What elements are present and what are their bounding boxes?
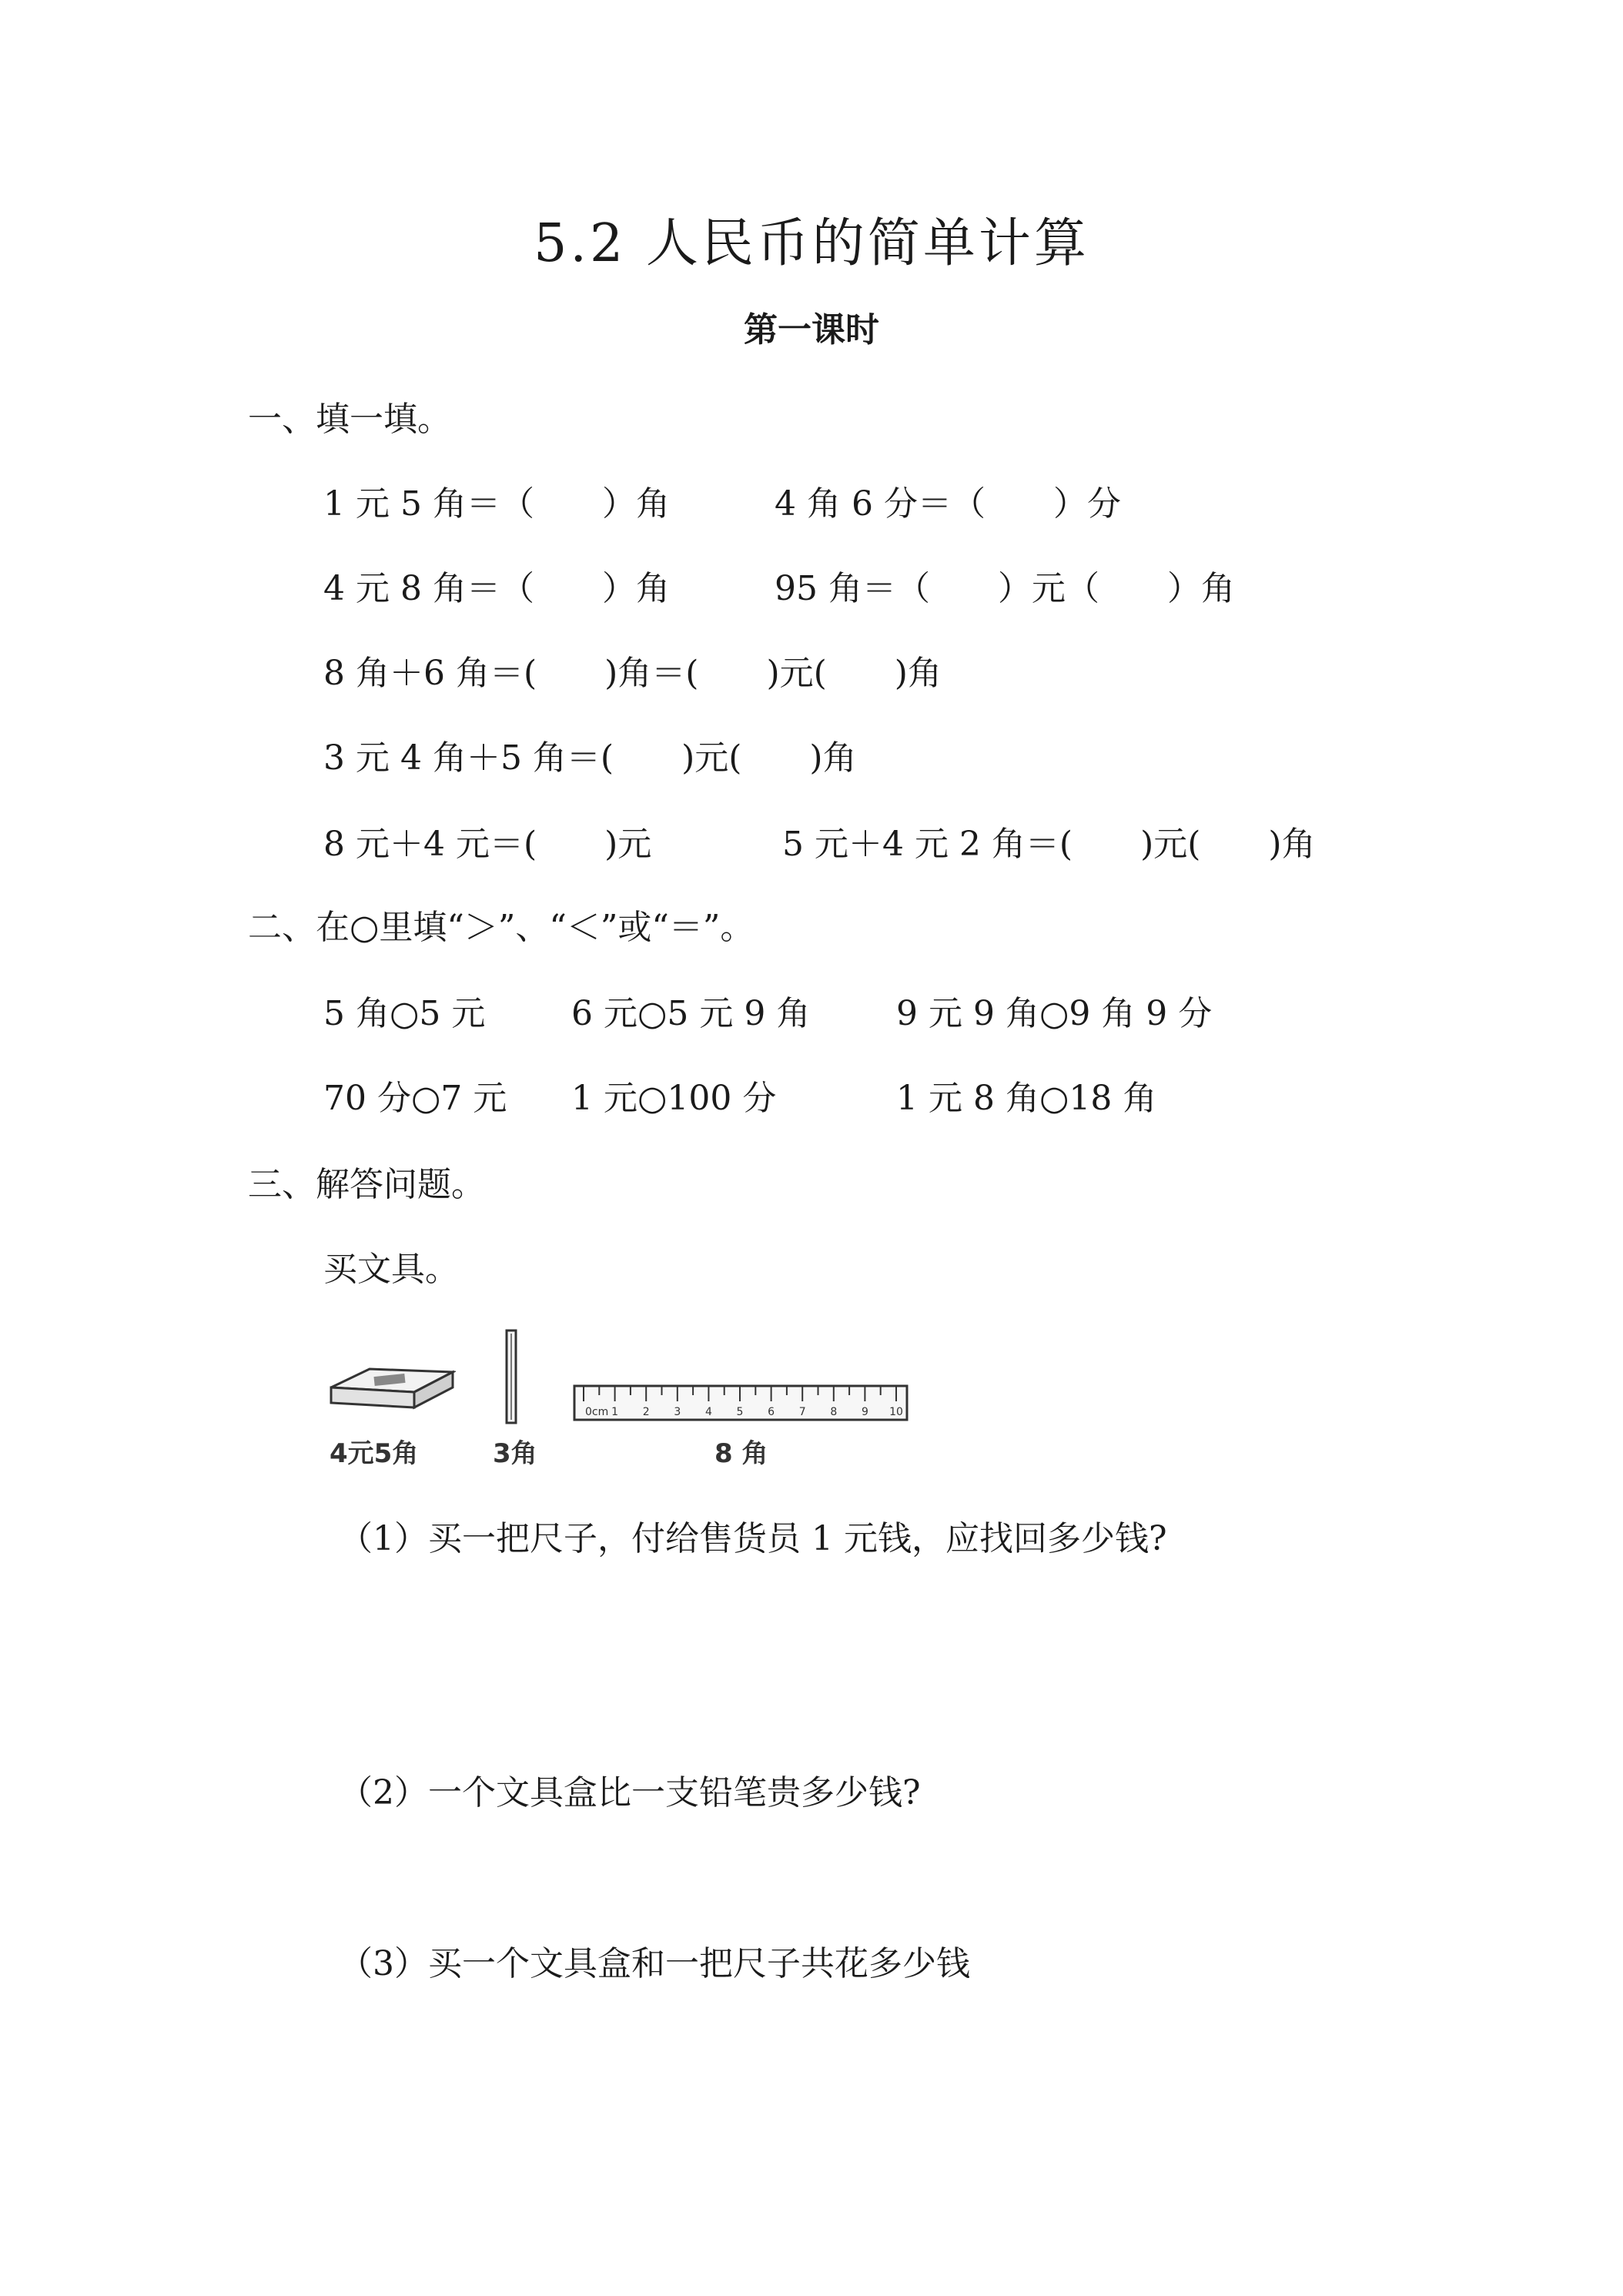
ruler-tick-label: 9 <box>861 1406 868 1418</box>
compare-item: 9 元 9 角○9 角 9 分 <box>896 994 1213 1033</box>
section-2-heading: 二、在○里填“＞”、“＜”或“＝”。 <box>248 908 755 947</box>
section-3-heading: 三、解答问题。 <box>248 1165 485 1204</box>
exercise-line: 4 元 8 角＝（ ）角 <box>323 569 670 608</box>
exercise-line: 8 角＋6 角＝( )角＝( )元( )角 <box>323 654 942 693</box>
ruler-price: 8 角 <box>714 1438 768 1469</box>
ruler-tick-label: 3 <box>674 1406 681 1418</box>
compare-item: 6 元○5 元 9 角 <box>571 994 811 1033</box>
exercise-line: 1 元 5 角＝（ ）角 <box>323 484 670 524</box>
ruler-icon <box>573 1384 909 1423</box>
ruler-tick-label: 5 <box>736 1406 744 1418</box>
question-2: （2）一个文具盒比一支铅笔贵多少钱? <box>339 1773 921 1812</box>
exercise-line: 3 元 4 角＋5 角＝( )元( )角 <box>323 738 857 778</box>
compare-item: 70 分○7 元 <box>323 1079 507 1118</box>
exercise-line: 5 元＋4 元 2 角＝( )元( )角 <box>782 825 1316 864</box>
ruler-tick-label: 1 <box>611 1406 619 1418</box>
section-3-intro: 买文具。 <box>323 1250 459 1289</box>
pencil-price: 3角 <box>493 1438 537 1469</box>
pencil-box-icon <box>323 1364 456 1418</box>
ruler-tick-label: 2 <box>642 1406 650 1418</box>
compare-item: 1 元 8 角○18 角 <box>896 1079 1157 1118</box>
exercise-line: 95 角＝（ ）元（ ）角 <box>775 569 1235 608</box>
section-1-heading: 一、填一填。 <box>248 400 451 439</box>
exercise-line: 4 角 6 分＝（ ）分 <box>775 484 1121 524</box>
ruler-tick-label: 10 <box>889 1406 903 1418</box>
ruler-tick-label: 4 <box>704 1406 712 1418</box>
page-subtitle: 第一课时 <box>744 310 879 350</box>
ruler-tick-label: 6 <box>768 1406 775 1418</box>
ruler-tick-label: 0cm <box>585 1406 609 1418</box>
pencil-icon <box>502 1329 520 1426</box>
question-3: （3）买一个文具盒和一把尺子共花多少钱 <box>339 1944 970 1983</box>
compare-item: 1 元○100 分 <box>571 1079 777 1118</box>
exercise-line: 8 元＋4 元＝( )元 <box>323 825 652 864</box>
ruler-tick-label: 8 <box>830 1406 838 1418</box>
compare-item: 5 角○5 元 <box>323 994 486 1033</box>
ruler-tick-label: 7 <box>798 1406 806 1418</box>
page-title: 5.2 人民币的简单计算 <box>534 213 1089 274</box>
question-1: （1）买一把尺子，付给售货员 1 元钱，应找回多少钱? <box>339 1519 1167 1558</box>
pencil-box-price: 4元5角 <box>330 1438 419 1469</box>
